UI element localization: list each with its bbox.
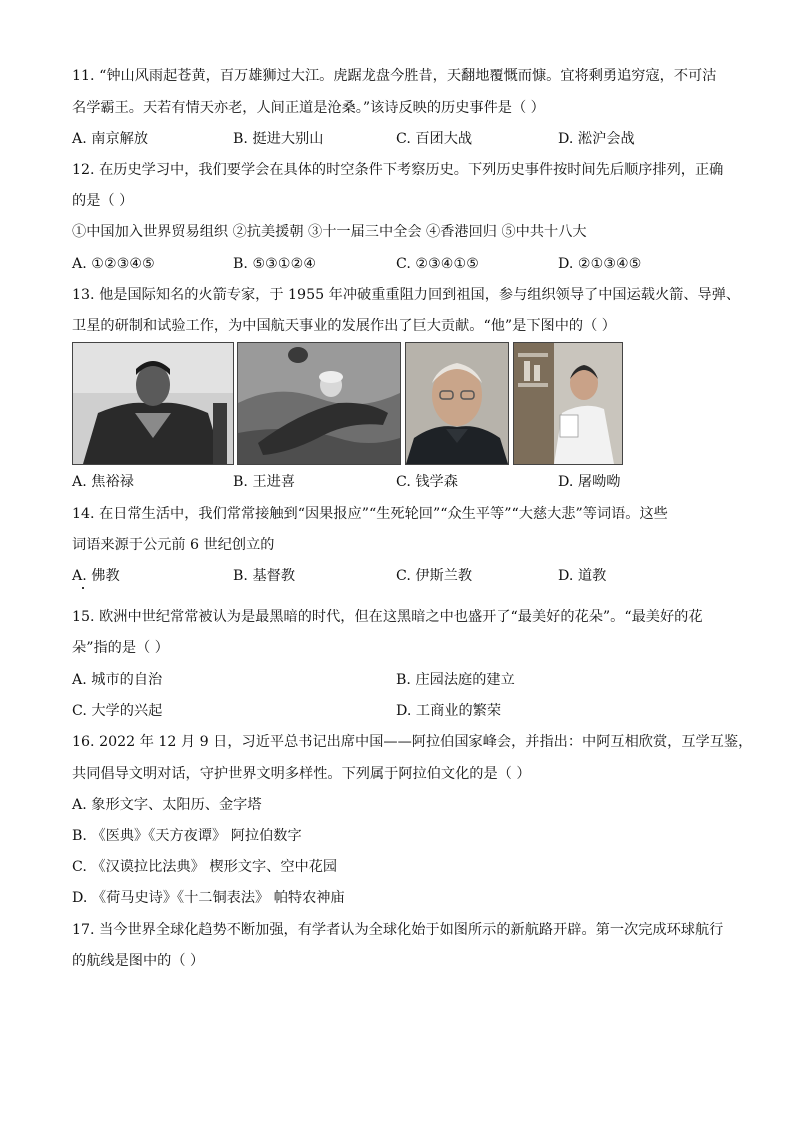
photo-qian-xuesen	[405, 342, 509, 465]
q13-option-c[interactable]: C. 钱学森	[396, 474, 458, 490]
q15-option-d[interactable]: D. 工商业的繁荣	[396, 703, 502, 719]
photo-tu-youyou	[513, 342, 623, 465]
q14-stem-line2: 词语来源于公元前 6 世纪创立的	[72, 537, 275, 553]
q13-stem-line1: 13. 他是国际知名的火箭专家，于 1955 年冲破重重阻力回到祖国，参与组织领导了中国运载火箭、导弹、	[72, 287, 741, 303]
q16-stem-line1: 16. 2022 年 12 月 9 日，习近平总书记出席中国——阿拉伯国家峰会，并指出：中阿互相欣赏，互学互鉴，	[72, 734, 753, 750]
q15-option-b[interactable]: B. 庄园法庭的建立	[396, 672, 515, 688]
q15-stem-line2: 朵”指的是（ ）	[72, 640, 169, 656]
q12-stem-line2: 的是（ ）	[72, 193, 134, 209]
q16-option-a[interactable]: A. 象形文字、太阳历、金字塔	[72, 797, 262, 813]
q11-stem-line1: 11. “钟山风雨起苍黄，百万雄狮过大江。虎踞龙盘今胜昔，天翻地覆慨而慷。宜将剩勇追穷寇，不可沽	[72, 68, 717, 84]
q15-option-c[interactable]: C. 大学的兴起	[72, 703, 163, 719]
q13-option-b[interactable]: B. 王进喜	[233, 474, 296, 490]
q16-stem-line2: 共同倡导文明对话，守护世界文明多样性。下列属于阿拉伯文化的是（ ）	[72, 766, 531, 782]
q15-option-a[interactable]: A. 城市的自治	[72, 672, 163, 688]
q12-events-list: ①中国加入世界贸易组织 ②抗美援朝 ③十一届三中全会 ④香港回归 ⑤中共十八大	[72, 224, 587, 240]
q14-option-b[interactable]: B. 基督教	[233, 568, 296, 584]
q11-option-a[interactable]: A. 南京解放	[72, 131, 149, 147]
q11-stem-line2: 名学霸王。天若有情天亦老，人间正道是沧桑。”该诗反映的历史事件是（ ）	[72, 100, 545, 116]
q14-option-a[interactable]: A. 佛教	[72, 568, 120, 584]
q12-stem-line1: 12. 在历史学习中，我们要学会在具体的时空条件下考察历史。下列历史事件按时间先后顺序排列，正确	[72, 162, 724, 178]
q14-option-c[interactable]: C. 伊斯兰教	[396, 568, 473, 584]
q14-option-d[interactable]: D. 道教	[558, 568, 607, 584]
q13-stem-line2: 卫星的研制和试验工作，为中国航天事业的发展作出了巨大贡献。“他”是下图中的（ ）	[72, 318, 616, 334]
q16-option-b[interactable]: B. 《医典》《天方夜谭》 阿拉伯数字	[72, 828, 302, 844]
photo-jiao-yulu	[72, 342, 234, 465]
q17-stem-line1: 17. 当今世界全球化趋势不断加强，有学者认为全球化始于如图所示的新航路开辟。第一次完成环球航行	[72, 922, 724, 938]
q11-option-c[interactable]: C. 百团大战	[396, 131, 473, 147]
q16-option-c[interactable]: C. 《汉谟拉比法典》 楔形文字、空中花园	[72, 859, 338, 875]
stray-mark	[82, 587, 84, 589]
q17-stem-line2: 的航线是图中的（ ）	[72, 953, 205, 969]
photo-wang-jinxi	[237, 342, 401, 465]
q12-option-a[interactable]: A. ①②③④⑤	[72, 256, 155, 272]
q14-stem-line1: 14. 在日常生活中，我们常常接触到“因果报应”“生死轮回”“众生平等”“大慈大悲”等词语。这些	[72, 506, 668, 522]
q12-option-c[interactable]: C. ②③④①⑤	[396, 256, 479, 272]
q11-option-b[interactable]: B. 挺进大别山	[233, 131, 324, 147]
q13-option-a[interactable]: A. 焦裕禄	[72, 474, 134, 490]
q11-option-d[interactable]: D. 淞沪会战	[558, 131, 635, 147]
q12-option-b[interactable]: B. ⑤③①②④	[233, 256, 317, 272]
q13-option-d[interactable]: D. 屠呦呦	[558, 474, 621, 490]
q16-option-d[interactable]: D. 《荷马史诗》《十二铜表法》 帕特农神庙	[72, 890, 345, 906]
q15-stem-line1: 15. 欧洲中世纪常常被认为是最黑暗的时代，但在这黑暗之中也盛开了“最美好的花朵”。“最美好的花	[72, 609, 703, 625]
q12-option-d[interactable]: D. ②①③④⑤	[558, 256, 642, 272]
